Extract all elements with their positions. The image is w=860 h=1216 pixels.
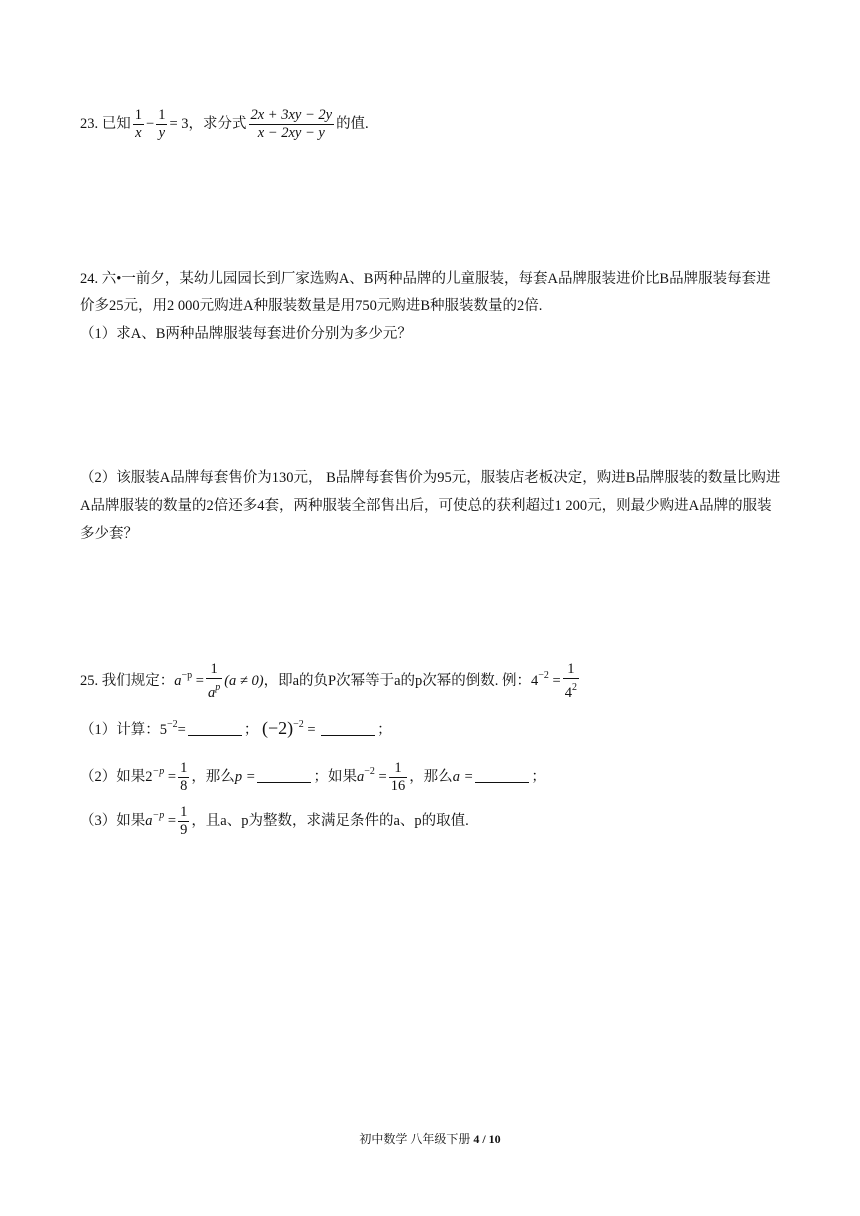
q23-given-eq: = 3 — [169, 115, 189, 132]
q25-label: 25. 我们规定： — [80, 672, 175, 689]
q25-p2b-fraction: $\frac{1}{16}$ — [390, 760, 406, 794]
question-25-part-1: （1）计算：$5^{-2}=$ ； $(-2)^{-2}$ = ； — [80, 718, 392, 738]
q23-ask: ，求分式 — [188, 115, 247, 132]
q25-p3-fraction: $\frac{1}{9}$ — [180, 804, 188, 838]
question-23 — [80, 107, 782, 142]
q25-def-fraction: $\frac{1}{a^p}$ — [207, 661, 221, 701]
page-number: 4 / 10 — [473, 1132, 501, 1146]
question-24-part-2: （2）该服装A品牌每套售价为130元， B品牌每套售价为95元，服装店老板决定，购进B品牌服装的数量比购进A品牌服装的数量的2倍还多4套，两种服装全部售出后，可使总的获利超过1 200元，则最少购进A品牌的服装多少套？ — [80, 470, 781, 542]
q25-p2-fraction: $\frac{1}{8}$ — [180, 760, 188, 794]
answer-blank-4[interactable] — [475, 769, 529, 783]
answer-blank-1[interactable] — [188, 722, 242, 736]
q25-example-fraction: $\frac{1}{4^2}$ — [564, 661, 577, 701]
q23-tail: 的值. — [336, 115, 369, 132]
question-24-part-1: （1）求A、B两种品牌服装每套进价分别为多少元？ — [80, 326, 412, 342]
q25-def-condition: (a ≠ 0) — [224, 672, 264, 689]
question-25-part-3: （3）如果$a^{-p}$ = $\frac{1}{9}$ ，且a、p为整数，求满足条件的a、p的取值. — [80, 804, 469, 838]
question-25-part-2: （2）如果$2^{-p}$ = $\frac{1}{8}$ ，那么p = ；如果$a^{-2}$ = $\frac{1}{16}$ ，那么a = ； — [80, 760, 546, 794]
answer-blank-2[interactable] — [321, 722, 375, 736]
answer-blank-3[interactable] — [257, 769, 311, 783]
question-25-definition: 25. 我们规定：$a^{-p}$ = $\frac{1}{a^p}$ (a ≠ 0)，即a的负P次幂等于a的p次幂的倒数. 例：$4^{-2}$ = $\frac{1}{4^2}$ — [80, 661, 577, 701]
q23-target-fraction: $\frac{2x + 3xy - 2y}{x - 2xy - y}$ — [250, 107, 333, 141]
question-24-stem: 24. 六•一前夕，某幼儿园园长到厂家选购A、B两种品牌的儿童服装，每套A品牌服装进价比B品牌服装每套进价多25元，用2 000元购进A种服装数量是用750元购进B种服装数量的2倍. — [80, 271, 771, 314]
footer-text: 初中数学 八年级下册 — [359, 1132, 471, 1146]
q23-label: 23. 已知 — [80, 115, 131, 132]
page-footer — [0, 1131, 860, 1147]
q25-def-text: ，即a的负P次幂等于a的p次幂的倒数. 例： — [263, 672, 532, 689]
q23-minus: − — [146, 115, 155, 132]
q23-given-fraction-2: $\frac{1}{y}$ — [158, 107, 166, 141]
q23-given-fraction-1: $\frac{1}{x}$ — [134, 107, 142, 141]
